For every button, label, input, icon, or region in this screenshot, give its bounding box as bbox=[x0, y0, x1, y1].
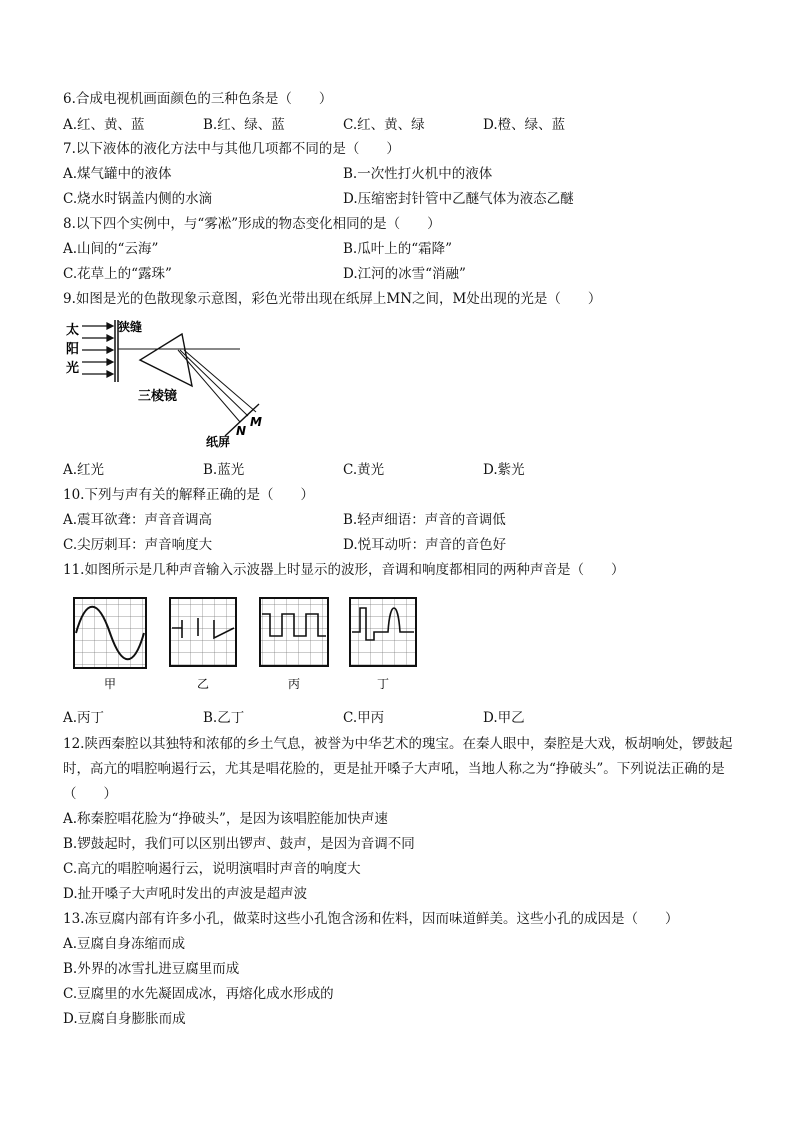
sun-label-1: 太 bbox=[66, 323, 80, 338]
q11-option-c: C.甲丙 bbox=[343, 710, 385, 726]
screen-label: 纸屏 bbox=[206, 435, 231, 449]
slit-label: 狭缝 bbox=[118, 320, 143, 334]
q10-option-a: A.震耳欲聋：声音音调高 bbox=[63, 512, 213, 528]
q11-option-b: B.乙丁 bbox=[203, 710, 245, 726]
q8-option-c: C.花草上的“露珠” bbox=[63, 266, 172, 282]
sun-label-2: 阳 bbox=[66, 342, 80, 357]
question-8-stem: 8.以下四个实例中，与“雾凇”形成的物态变化相同的是（ ） bbox=[63, 216, 441, 232]
label-jia: 甲 bbox=[103, 677, 117, 691]
m-label: M bbox=[250, 415, 262, 429]
q10-option-b: B.轻声细语：声音的音调低 bbox=[343, 512, 506, 528]
q12-option-d: D.扯开嗓子大声吼时发出的声波是超声波 bbox=[63, 886, 308, 902]
q12-option-a: A.称秦腔唱花脸为“挣破头”，是因为该唱腔能加快声速 bbox=[63, 811, 388, 827]
q13-option-d: D.豆腐自身膨胀而成 bbox=[63, 1011, 186, 1027]
oscilloscope-waveforms bbox=[70, 592, 430, 696]
dispersed-rays bbox=[178, 350, 256, 422]
waveform-ding bbox=[350, 598, 416, 691]
question-9-stem: 9.如图是光的色散现象示意图，彩色光带出现在纸屏上MN之间，M处出现的光是（ ） bbox=[63, 291, 602, 307]
question-11-stem: 11.如图所示是几种声音输入示波器上时显示的波形，音调和响度都相同的两种声音是（ ） bbox=[63, 562, 625, 578]
q9-option-c: C.黄光 bbox=[343, 462, 385, 478]
question-6-stem: 6.合成电视机画面颜色的三种色条是（ ） bbox=[63, 91, 333, 107]
q12-option-b: B.锣鼓起时，我们可以区别出锣声、鼓声，是因为音调不同 bbox=[63, 836, 415, 852]
n-label: N bbox=[236, 424, 247, 438]
q9-option-d: D.紫光 bbox=[483, 462, 525, 478]
prism-dispersion-figure bbox=[60, 312, 260, 452]
question-7-stem: 7.以下液体的液化方法中与其他几项都不同的是（ ） bbox=[63, 141, 400, 157]
q7-option-d: D.压缩密封针管中乙醚气体为液态乙醚 bbox=[343, 191, 574, 207]
q9-option-a: A.红光 bbox=[63, 462, 105, 478]
q7-option-a: A.煤气罐中的液体 bbox=[63, 166, 172, 182]
q10-option-d: D.悦耳动听：声音的音色好 bbox=[343, 537, 507, 553]
q11-option-a: A.丙丁 bbox=[63, 710, 105, 726]
label-ding: 丁 bbox=[376, 677, 390, 691]
q6-option-c: C.红、黄、绿 bbox=[343, 117, 425, 133]
q6-option-a: A.红、黄、蓝 bbox=[63, 117, 145, 133]
q13-option-a: A.豆腐自身冻缩而成 bbox=[63, 936, 186, 952]
question-13-stem: 13.冻豆腐内部有许多小孔，做菜时这些小孔饱含汤和佐料，因而味道鲜美。这些小孔的成因是（ ） bbox=[63, 911, 679, 927]
q7-option-c: C.烧水时锅盖内侧的水滴 bbox=[63, 191, 213, 207]
q6-option-b: B.红、绿、蓝 bbox=[203, 117, 285, 133]
q13-option-c: C.豆腐里的水先凝固成冰，再熔化成水形成的 bbox=[63, 986, 334, 1002]
label-bing: 丙 bbox=[287, 677, 301, 691]
waveform-jia bbox=[74, 598, 146, 691]
q6-option-d: D.橙、绿、蓝 bbox=[483, 117, 566, 133]
q13-option-b: B.外界的冰雪扎进豆腐里而成 bbox=[63, 961, 240, 977]
q11-option-d: D.甲乙 bbox=[483, 710, 525, 726]
q10-option-c: C.尖厉刺耳：声音响度大 bbox=[63, 537, 213, 553]
prism-label: 三棱镜 bbox=[138, 389, 178, 404]
q7-option-b: B.一次性打火机中的液体 bbox=[343, 166, 493, 182]
q8-option-b: B.瓜叶上的“霜降” bbox=[343, 241, 453, 257]
q8-option-a: A.山间的“云海” bbox=[63, 241, 159, 257]
q9-option-b: B.蓝光 bbox=[203, 462, 245, 478]
q12-option-c: C.高亢的唱腔响遏行云，说明演唱时声音的响度大 bbox=[63, 861, 361, 877]
sun-label-3: 光 bbox=[66, 361, 80, 376]
question-12-stem: 12.陕西秦腔以其独特和浓郁的乡土气息，被誉为中华艺术的瑰宝。在秦人眼中，秦腔是大戏，板胡响处，锣鼓起时，高亢的唱腔响遏行云，尤其是唱花脸的，更是扯开嗓子大声吼，当地人称之为“挣破头”。下列说法正确的是（ ） bbox=[63, 736, 733, 802]
question-10-stem: 10.下列与声有关的解释正确的是（ ） bbox=[63, 487, 314, 503]
prism bbox=[140, 334, 192, 386]
q8-option-d: D.江河的冰雪“消融” bbox=[343, 266, 466, 282]
waveform-yi bbox=[170, 598, 236, 691]
sunlight-arrows bbox=[82, 323, 113, 377]
waveform-bing bbox=[260, 598, 328, 691]
label-yi: 乙 bbox=[196, 677, 210, 691]
